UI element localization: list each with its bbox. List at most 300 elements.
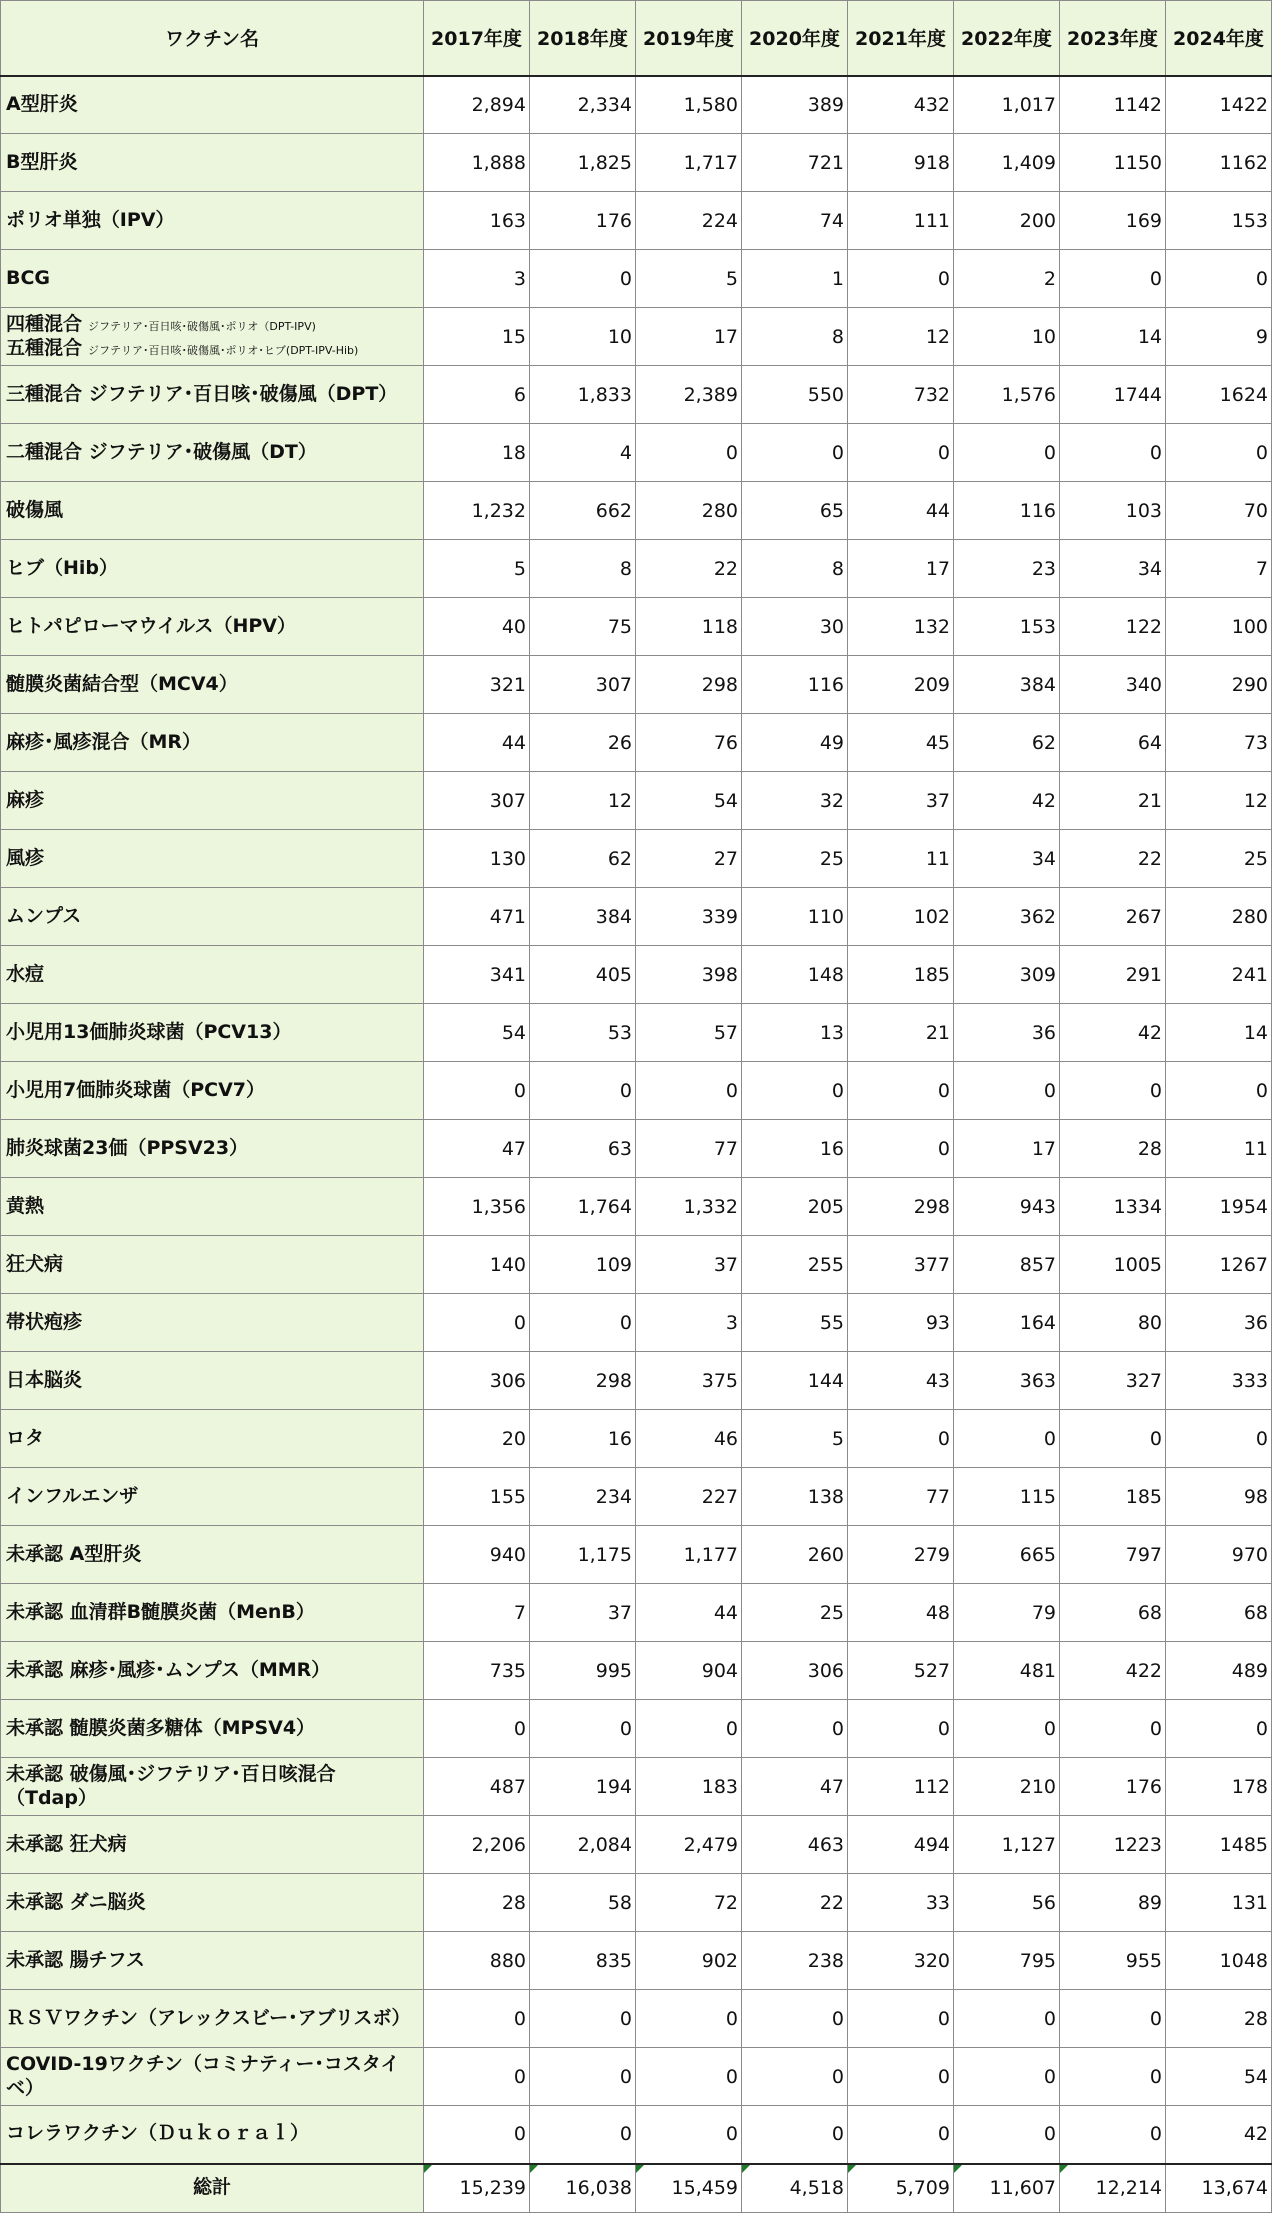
year-header: 2020年度 — [742, 1, 848, 76]
count-cell: 1624 — [1166, 366, 1272, 424]
count-cell: 267 — [1060, 888, 1166, 946]
count-cell: 22 — [1060, 830, 1166, 888]
vaccine-name — [6, 209, 423, 233]
vaccine-name — [6, 963, 423, 987]
vaccine-name-text: ロタ — [6, 1426, 45, 1449]
table-row — [1, 366, 1272, 424]
header-row — [1, 1, 1272, 76]
vaccine-name-text: 狂犬病 — [6, 1252, 64, 1275]
count-cell: 0 — [1166, 1062, 1272, 1120]
vaccine-name — [6, 1021, 423, 1045]
vaccine-name-text: 日本脳炎 — [6, 1368, 83, 1391]
vaccine-name — [6, 1369, 423, 1393]
count-cell: 1,175 — [530, 1526, 636, 1584]
vaccine-name-header: ワクチン名 — [1, 1, 424, 76]
count-cell: 0 — [424, 1062, 530, 1120]
count-cell: 54 — [636, 772, 742, 830]
count-cell: 327 — [1060, 1352, 1166, 1410]
count-cell: 1,127 — [954, 1816, 1060, 1874]
year-header: 2024年度 — [1166, 1, 1272, 76]
count-cell: 0 — [1060, 2048, 1166, 2106]
count-cell: 3 — [636, 1294, 742, 1352]
vaccine-name-text: 肺炎球菌23価（PPSV23） — [6, 1136, 249, 1159]
count-cell: 904 — [636, 1642, 742, 1700]
count-cell: 64 — [1060, 714, 1166, 772]
count-cell: 0 — [530, 2106, 636, 2164]
vaccine-name — [6, 1717, 423, 1741]
count-cell: 12 — [848, 308, 954, 366]
vaccine-name-cell — [1, 1874, 424, 1932]
vaccine-name — [6, 383, 423, 407]
total-count-cell — [742, 2164, 848, 2213]
count-cell: 8 — [530, 540, 636, 598]
cell-note-marker-icon — [848, 2165, 856, 2173]
vaccine-name-text: 五種混合 — [6, 336, 83, 359]
count-cell: 116 — [742, 656, 848, 714]
count-cell: 405 — [530, 946, 636, 1004]
count-cell: 527 — [848, 1642, 954, 1700]
vaccine-name-cell — [1, 1700, 424, 1758]
count-cell: 21 — [848, 1004, 954, 1062]
count-cell: 47 — [424, 1120, 530, 1178]
vaccine-name-cell — [1, 598, 424, 656]
cell-note-marker-icon — [530, 2165, 538, 2173]
cell-note-marker-icon — [1060, 2165, 1068, 2173]
vaccine-name-cell — [1, 1410, 424, 1468]
table-row — [1, 656, 1272, 714]
vaccine-name — [6, 93, 423, 117]
vaccine-name — [6, 731, 423, 755]
count-cell: 481 — [954, 1642, 1060, 1700]
count-cell: 0 — [742, 1990, 848, 2048]
vaccine-name — [6, 1485, 423, 1509]
count-cell: 62 — [530, 830, 636, 888]
count-cell: 0 — [530, 1294, 636, 1352]
count-cell: 12 — [1166, 772, 1272, 830]
count-cell: 62 — [954, 714, 1060, 772]
count-cell: 260 — [742, 1526, 848, 1584]
count-cell: 795 — [954, 1932, 1060, 1990]
table-row — [1, 192, 1272, 250]
count-cell: 169 — [1060, 192, 1166, 250]
count-cell: 1,825 — [530, 134, 636, 192]
total-count-value: 15,459 — [671, 2177, 738, 2200]
count-cell: 74 — [742, 192, 848, 250]
vaccine-name-text: 未承認 A型肝炎 — [6, 1542, 142, 1565]
count-cell: 47 — [742, 1758, 848, 1816]
count-cell: 0 — [530, 1990, 636, 2048]
count-cell: 111 — [848, 192, 954, 250]
count-cell: 1048 — [1166, 1932, 1272, 1990]
count-cell: 48 — [848, 1584, 954, 1642]
count-cell: 279 — [848, 1526, 954, 1584]
count-cell: 1,833 — [530, 366, 636, 424]
vaccine-name-cell — [1, 1468, 424, 1526]
count-cell: 144 — [742, 1352, 848, 1410]
vaccine-name-text: 未承認 血清群B髄膜炎菌（MenB） — [6, 1600, 315, 1623]
count-cell: 307 — [424, 772, 530, 830]
vaccine-name-cell — [1, 1004, 424, 1062]
count-cell: 4 — [530, 424, 636, 482]
count-cell: 15 — [424, 308, 530, 366]
vaccine-name-text: 未承認 狂犬病 — [6, 1832, 127, 1855]
total-count-cell — [954, 2164, 1060, 2213]
vaccine-name — [6, 1601, 423, 1625]
count-cell: 122 — [1060, 598, 1166, 656]
total-count-cell — [1166, 2164, 1272, 2213]
count-cell: 25 — [742, 830, 848, 888]
count-cell: 2,389 — [636, 366, 742, 424]
table-row — [1, 2048, 1272, 2106]
count-cell: 7 — [1166, 540, 1272, 598]
vaccine-name — [6, 1891, 423, 1915]
count-cell: 0 — [636, 1062, 742, 1120]
vaccine-name-text: 破傷風 — [6, 498, 64, 521]
count-cell: 103 — [1060, 482, 1166, 540]
count-cell: 75 — [530, 598, 636, 656]
vaccine-name-text: 麻疹･風疹混合（MR） — [6, 730, 202, 753]
count-cell: 18 — [424, 424, 530, 482]
count-cell: 17 — [848, 540, 954, 598]
vaccine-name-cell — [1, 1584, 424, 1642]
total-count-value: 12,214 — [1095, 2177, 1162, 2200]
count-cell: 9 — [1166, 308, 1272, 366]
table-row — [1, 482, 1272, 540]
count-cell: 28 — [424, 1874, 530, 1932]
count-cell: 77 — [848, 1468, 954, 1526]
count-cell: 1334 — [1060, 1178, 1166, 1236]
count-cell: 0 — [848, 2106, 954, 2164]
count-cell: 72 — [636, 1874, 742, 1932]
count-cell: 857 — [954, 1236, 1060, 1294]
count-cell: 185 — [1060, 1468, 1166, 1526]
vaccine-name-note: ジフテリア･百日咳･破傷風･ポリオ（DPT-IPV) — [88, 319, 316, 333]
count-cell: 116 — [954, 482, 1060, 540]
count-cell: 940 — [424, 1526, 530, 1584]
count-cell: 0 — [636, 2106, 742, 2164]
count-cell: 291 — [1060, 946, 1166, 1004]
vaccine-name — [6, 1137, 423, 1161]
count-cell: 70 — [1166, 482, 1272, 540]
table-row — [1, 1642, 1272, 1700]
vaccine-name — [6, 267, 423, 291]
vaccine-name — [6, 1427, 423, 1451]
vaccine-name — [6, 313, 423, 337]
vaccine-name-cell — [1, 1816, 424, 1874]
count-cell: 1,576 — [954, 366, 1060, 424]
vaccine-name-line2 — [6, 337, 423, 361]
count-cell: 26 — [530, 714, 636, 772]
count-cell: 79 — [954, 1584, 1060, 1642]
vaccine-name-text: インフルエンザ — [6, 1484, 139, 1507]
count-cell: 1267 — [1166, 1236, 1272, 1294]
count-cell: 21 — [1060, 772, 1166, 830]
count-cell: 340 — [1060, 656, 1166, 714]
year-header: 2021年度 — [848, 1, 954, 76]
vaccine-name-cell — [1, 714, 424, 772]
vaccine-name — [6, 441, 423, 465]
count-cell: 36 — [1166, 1294, 1272, 1352]
vaccine-name — [6, 1763, 423, 1787]
count-cell: 73 — [1166, 714, 1272, 772]
vaccine-name-text: 未承認 髄膜炎菌多糖体（MPSV4） — [6, 1716, 316, 1739]
year-header: 2019年度 — [636, 1, 742, 76]
count-cell: 30 — [742, 598, 848, 656]
total-count-value: 13,674 — [1201, 2177, 1268, 2200]
count-cell: 290 — [1166, 656, 1272, 714]
total-count-value: 5,709 — [895, 2177, 950, 2200]
count-cell: 0 — [954, 1062, 1060, 1120]
count-cell: 0 — [848, 1410, 954, 1468]
count-cell: 234 — [530, 1468, 636, 1526]
count-cell: 0 — [848, 2048, 954, 2106]
count-cell: 32 — [742, 772, 848, 830]
count-cell: 12 — [530, 772, 636, 830]
year-header: 2017年度 — [424, 1, 530, 76]
vaccine-name-cell — [1, 2048, 424, 2106]
table-row — [1, 1700, 1272, 1758]
count-cell: 0 — [742, 2106, 848, 2164]
total-count-cell — [848, 2164, 954, 2213]
count-cell: 0 — [1166, 1700, 1272, 1758]
vaccine-name-text: 未承認 腸チフス — [6, 1948, 145, 1971]
count-cell: 45 — [848, 714, 954, 772]
total-label: 総計 — [1, 2164, 424, 2213]
count-cell: 5 — [424, 540, 530, 598]
count-cell: 37 — [530, 1584, 636, 1642]
count-cell: 27 — [636, 830, 742, 888]
count-cell: 34 — [954, 830, 1060, 888]
count-cell: 1223 — [1060, 1816, 1166, 1874]
count-cell: 54 — [1166, 2048, 1272, 2106]
vaccine-name-cell — [1, 1294, 424, 1352]
count-cell: 40 — [424, 598, 530, 656]
count-cell: 98 — [1166, 1468, 1272, 1526]
vaccine-name-cell — [1, 366, 424, 424]
count-cell: 17 — [954, 1120, 1060, 1178]
table-row — [1, 1526, 1272, 1584]
count-cell: 80 — [1060, 1294, 1166, 1352]
vaccine-name-cell — [1, 1178, 424, 1236]
count-cell: 130 — [424, 830, 530, 888]
count-cell: 55 — [742, 1294, 848, 1352]
count-cell: 110 — [742, 888, 848, 946]
count-cell: 0 — [848, 1700, 954, 1758]
count-cell: 68 — [1166, 1584, 1272, 1642]
vaccine-name-cell — [1, 308, 424, 366]
table-row — [1, 1584, 1272, 1642]
count-cell: 3 — [424, 250, 530, 308]
count-cell: 56 — [954, 1874, 1060, 1932]
vaccine-name-cell — [1, 424, 424, 482]
count-cell: 112 — [848, 1758, 954, 1816]
table-row — [1, 1236, 1272, 1294]
count-cell: 0 — [848, 1990, 954, 2048]
count-cell: 2,894 — [424, 76, 530, 134]
count-cell: 309 — [954, 946, 1060, 1004]
count-cell: 14 — [1060, 308, 1166, 366]
count-cell: 6 — [424, 366, 530, 424]
count-cell: 148 — [742, 946, 848, 1004]
count-cell: 341 — [424, 946, 530, 1004]
vaccine-name-text: B型肝炎 — [6, 150, 78, 173]
count-cell: 943 — [954, 1178, 1060, 1236]
count-cell: 797 — [1060, 1526, 1166, 1584]
count-cell: 362 — [954, 888, 1060, 946]
count-cell: 63 — [530, 1120, 636, 1178]
count-cell: 339 — [636, 888, 742, 946]
count-cell: 58 — [530, 1874, 636, 1932]
count-cell: 0 — [530, 1700, 636, 1758]
vaccine-name-text: 四種混合 — [6, 312, 83, 335]
count-cell: 0 — [424, 1700, 530, 1758]
count-cell: 0 — [954, 2048, 1060, 2106]
table-row — [1, 308, 1272, 366]
count-cell: 238 — [742, 1932, 848, 1990]
total-count-value: 4,518 — [789, 2177, 844, 2200]
year-header: 2023年度 — [1060, 1, 1166, 76]
count-cell: 280 — [1166, 888, 1272, 946]
count-cell: 16 — [742, 1120, 848, 1178]
count-cell: 0 — [424, 1990, 530, 2048]
count-cell: 0 — [1166, 1410, 1272, 1468]
vaccine-name — [6, 1311, 423, 1335]
count-cell: 2,206 — [424, 1816, 530, 1874]
count-cell: 0 — [848, 250, 954, 308]
vaccine-name-text: 未承認 破傷風･ジフテリア･百日咳混合 — [6, 1762, 336, 1785]
count-cell: 2,334 — [530, 76, 636, 134]
count-cell: 13 — [742, 1004, 848, 1062]
vaccine-name-text: 帯状疱疹 — [6, 1310, 83, 1333]
count-cell: 37 — [848, 772, 954, 830]
vaccine-name-cell — [1, 134, 424, 192]
count-cell: 1,580 — [636, 76, 742, 134]
vaccine-name-cell — [1, 888, 424, 946]
count-cell: 0 — [530, 250, 636, 308]
total-count-cell — [1060, 2164, 1166, 2213]
count-cell: 210 — [954, 1758, 1060, 1816]
count-cell: 28 — [1166, 1990, 1272, 2048]
vaccine-name-cell — [1, 1758, 424, 1816]
vaccine-name-text: 麻疹 — [6, 788, 45, 811]
vaccine-name — [6, 1195, 423, 1219]
count-cell: 0 — [636, 1700, 742, 1758]
count-cell: 384 — [954, 656, 1060, 714]
count-cell: 1,409 — [954, 134, 1060, 192]
count-cell: 65 — [742, 482, 848, 540]
count-cell: 7 — [424, 1584, 530, 1642]
count-cell: 209 — [848, 656, 954, 714]
count-cell: 54 — [424, 1004, 530, 1062]
vaccine-name-text: 水痘 — [6, 962, 45, 985]
total-count-cell — [424, 2164, 530, 2213]
count-cell: 42 — [1060, 1004, 1166, 1062]
count-cell: 178 — [1166, 1758, 1272, 1816]
count-cell: 102 — [848, 888, 954, 946]
count-cell: 1,888 — [424, 134, 530, 192]
count-cell: 0 — [530, 2048, 636, 2106]
vaccine-name — [6, 151, 423, 175]
count-cell: 1422 — [1166, 76, 1272, 134]
vaccine-name-cell — [1, 192, 424, 250]
count-cell: 955 — [1060, 1932, 1166, 1990]
count-cell: 36 — [954, 1004, 1060, 1062]
table-row — [1, 1120, 1272, 1178]
count-cell: 1485 — [1166, 1816, 1272, 1874]
table-row — [1, 1758, 1272, 1816]
vaccine-name-text: ムンプス — [6, 904, 82, 927]
count-cell: 53 — [530, 1004, 636, 1062]
count-cell: 1,717 — [636, 134, 742, 192]
table-body — [1, 76, 1272, 2213]
count-cell: 109 — [530, 1236, 636, 1294]
count-cell: 57 — [636, 1004, 742, 1062]
count-cell: 398 — [636, 946, 742, 1004]
count-cell: 11 — [848, 830, 954, 888]
count-cell: 153 — [954, 598, 1060, 656]
count-cell: 16 — [530, 1410, 636, 1468]
table-row — [1, 1410, 1272, 1468]
count-cell: 153 — [1166, 192, 1272, 250]
count-cell: 662 — [530, 482, 636, 540]
count-cell: 0 — [1060, 250, 1166, 308]
vaccine-name-cell — [1, 1062, 424, 1120]
count-cell: 0 — [954, 1990, 1060, 2048]
count-cell: 0 — [1060, 1062, 1166, 1120]
vaccine-name-text: （Tdap） — [6, 1786, 97, 1809]
vaccine-name-cell — [1, 2106, 424, 2164]
vaccine-name-cell — [1, 830, 424, 888]
count-cell: 10 — [954, 308, 1060, 366]
count-cell: 0 — [424, 2106, 530, 2164]
vaccine-name-cell — [1, 76, 424, 134]
count-cell: 363 — [954, 1352, 1060, 1410]
count-cell: 0 — [1060, 424, 1166, 482]
vaccine-name-text: COVID-19ワクチン（コミナティー･コスタイベ） — [6, 2052, 400, 2099]
vaccine-name-text: A型肝炎 — [6, 92, 78, 115]
count-cell: 902 — [636, 1932, 742, 1990]
table-row — [1, 540, 1272, 598]
count-cell: 93 — [848, 1294, 954, 1352]
count-cell: 375 — [636, 1352, 742, 1410]
count-cell: 49 — [742, 714, 848, 772]
count-cell: 0 — [742, 424, 848, 482]
vaccine-name-text: ポリオ単独（IPV） — [6, 208, 175, 231]
count-cell: 76 — [636, 714, 742, 772]
table-row — [1, 946, 1272, 1004]
vaccine-name-text: 未承認 ダニ脳炎 — [6, 1890, 146, 1913]
count-cell: 17 — [636, 308, 742, 366]
count-cell: 138 — [742, 1468, 848, 1526]
count-cell: 163 — [424, 192, 530, 250]
count-cell: 20 — [424, 1410, 530, 1468]
vaccine-name-cell — [1, 946, 424, 1004]
vaccine-name — [6, 499, 423, 523]
count-cell: 176 — [1060, 1758, 1166, 1816]
count-cell: 0 — [954, 2106, 1060, 2164]
table-row — [1, 888, 1272, 946]
cell-note-marker-icon — [636, 2165, 644, 2173]
year-header: 2022年度 — [954, 1, 1060, 76]
total-count-cell — [636, 2164, 742, 2213]
table-row — [1, 1062, 1272, 1120]
count-cell: 0 — [636, 1990, 742, 2048]
count-cell: 1,356 — [424, 1178, 530, 1236]
cell-note-marker-icon — [954, 2165, 962, 2173]
count-cell: 0 — [848, 1120, 954, 1178]
count-cell: 487 — [424, 1758, 530, 1816]
count-cell: 205 — [742, 1178, 848, 1236]
